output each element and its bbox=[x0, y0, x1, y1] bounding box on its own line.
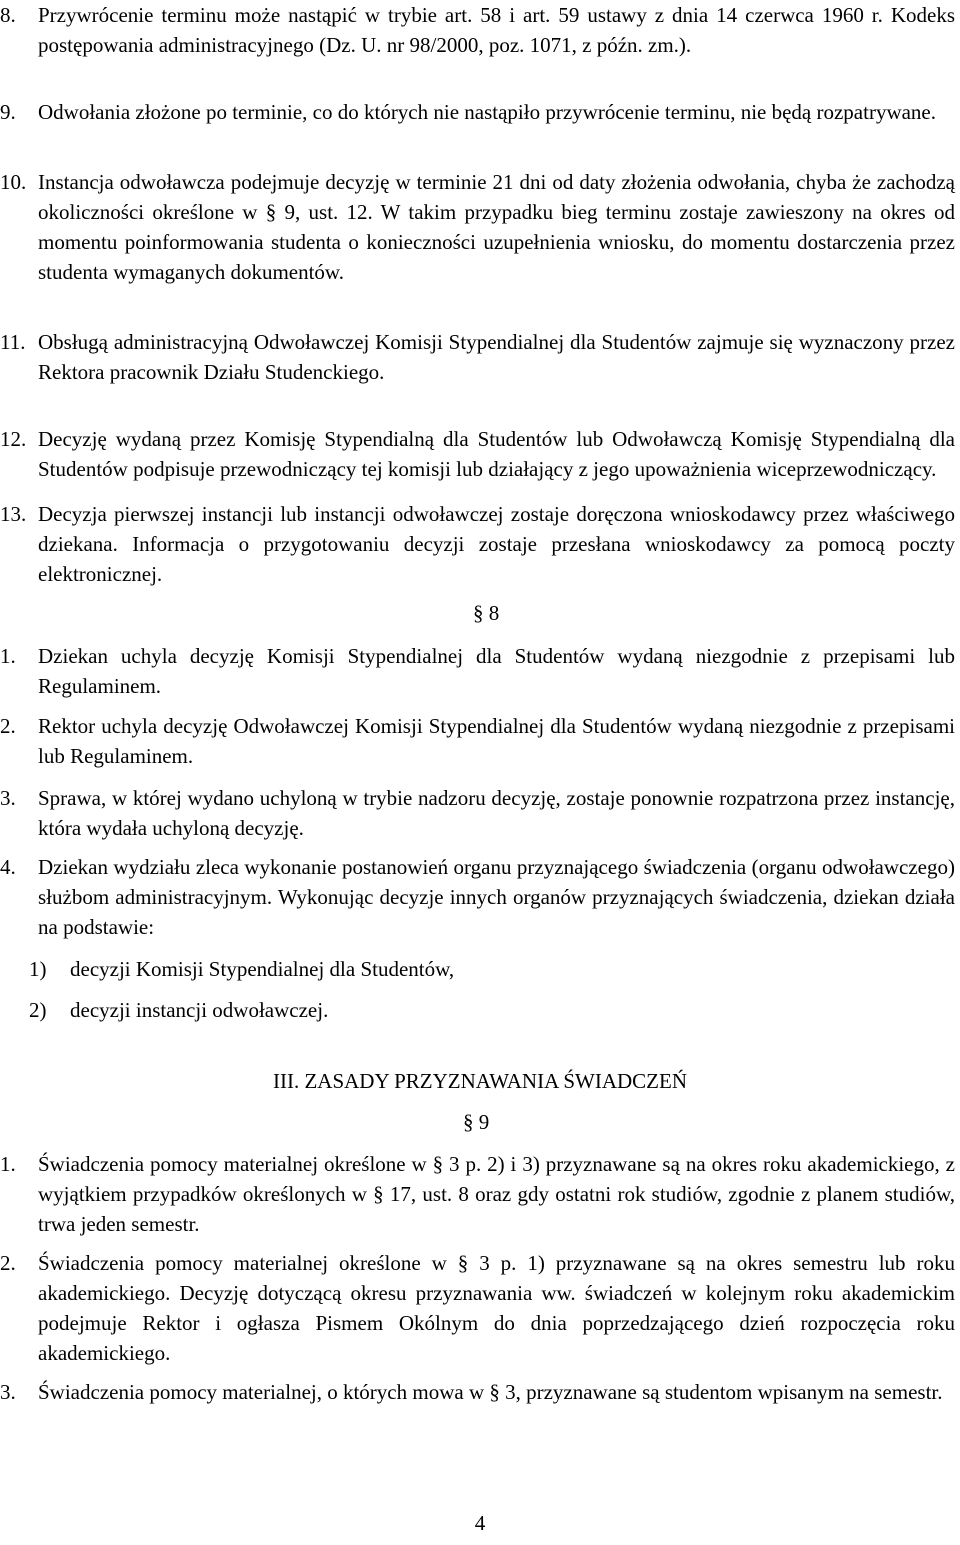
item-text: Dziekan wydziału zleca wykonanie postanowień organu przyznającego świadczenia (organu odwoławczego) służbom administracyjnym. Wykonując decyzje innych organów przyznających świadczenia, dziekan działa na podstawie: bbox=[38, 855, 955, 939]
list-item bbox=[0, 167, 955, 287]
item-text: Sprawa, w której wydano uchyloną w trybie nadzoru decyzję, zostaje ponownie rozpatrzona przez instancję, która wydała uchyloną decyzję. bbox=[38, 786, 955, 840]
item-number: 8. bbox=[0, 3, 16, 27]
list-item bbox=[0, 783, 955, 843]
item-number: 12. bbox=[0, 427, 27, 451]
list-item bbox=[0, 1149, 955, 1239]
sub-item-number: 1) bbox=[29, 957, 47, 981]
item-number: 2. bbox=[0, 714, 16, 738]
list-item bbox=[0, 852, 955, 942]
item-text: Przywrócenie terminu może nastąpić w trybie art. 58 i art. 59 ustawy z dnia 14 czerwca 1960 r. Kodeks postępowania administracyjnego (Dz. U. nr 98/2000, poz. 1071, z późn. zm.). bbox=[38, 3, 955, 57]
item-text: Instancja odwoławcza podejmuje decyzję w terminie 21 dni od daty złożenia odwołania, chyba że zachodzą okoliczności określone w § 9, ust. 12. W takim przypadku bieg terminu zostaje zawieszony na okres od momentu poinformowania studenta o konieczności uzupełnienia wniosku, do momentu dostarczenia przez studenta wymaganych dokumentów. bbox=[38, 170, 955, 284]
list-item bbox=[0, 1377, 955, 1407]
list-item bbox=[0, 1248, 955, 1368]
sub-item-text: decyzji instancji odwoławczej. bbox=[70, 998, 329, 1022]
item-number: 3. bbox=[0, 786, 16, 810]
item-text: Decyzja pierwszej instancji lub instancji odwoławczej zostaje doręczona wnioskodawcy przez właściwego dziekana. Informacja o przygotowaniu decyzji zostaje przesłana wnioskodawcy za pomocą poczty elektronicznej. bbox=[38, 502, 955, 586]
section-title: III. ZASADY PRZYZNAWANIA ŚWIADCZEŃ bbox=[272, 1069, 687, 1093]
list-item bbox=[0, 641, 955, 701]
item-number: 9. bbox=[0, 100, 16, 124]
item-text: Decyzję wydaną przez Komisję Stypendialną dla Studentów lub Odwoławczą Komisję Stypendialną dla Studentów podpisuje przewodniczący tej komisji lub działający z jego upoważnienia wiceprzewodniczący. bbox=[38, 427, 955, 481]
item-text: Obsługą administracyjną Odwoławczej Komisji Stypendialnej dla Studentów zajmuje się wyznaczony przez Rektora pracownik Działu Studenckiego. bbox=[38, 330, 955, 384]
item-text: Dziekan uchyla decyzję Komisji Stypendialnej dla Studentów wydaną niezgodnie z przepisami lub Regulaminem. bbox=[38, 644, 955, 698]
list-item bbox=[0, 97, 955, 127]
paragraph-heading: § 8 bbox=[473, 601, 500, 625]
item-number: 10. bbox=[0, 170, 27, 194]
sub-item-text: decyzji Komisji Stypendialnej dla Studentów, bbox=[70, 957, 455, 981]
item-number: 1. bbox=[0, 644, 16, 668]
item-number: 2. bbox=[0, 1251, 16, 1275]
item-number: 4. bbox=[0, 855, 16, 879]
item-number: 3. bbox=[0, 1380, 16, 1404]
item-number: 1. bbox=[0, 1152, 16, 1176]
list-item bbox=[0, 327, 955, 387]
item-text: Odwołania złożone po terminie, co do których nie nastąpiło przywrócenie terminu, nie będą rozpatrywane. bbox=[38, 100, 937, 124]
item-number: 11. bbox=[0, 330, 26, 354]
page-number: 4 bbox=[474, 1511, 486, 1535]
list-item bbox=[0, 424, 955, 484]
sub-list-item bbox=[0, 995, 955, 1025]
item-text: Świadczenia pomocy materialnej, o których mowa w § 3, przyznawane są studentom wpisanym na semestr. bbox=[38, 1380, 943, 1404]
item-number: 13. bbox=[0, 502, 27, 526]
item-text: Rektor uchyla decyzję Odwoławczej Komisji Stypendialnej dla Studentów wydaną niezgodnie z przepisami lub Regulaminem. bbox=[38, 714, 955, 768]
list-item bbox=[0, 0, 955, 60]
item-text: Świadczenia pomocy materialnej określone w § 3 p. 2) i 3) przyznawane są na okres roku akademickiego, z wyjątkiem przypadków określonych w § 17, ust. 8 oraz gdy ostatni rok studiów, zgodnie z planem studiów, trwa jeden semestr. bbox=[38, 1152, 955, 1236]
sub-item-number: 2) bbox=[29, 998, 47, 1022]
item-text: Świadczenia pomocy materialnej określone w § 3 p. 1) przyznawane są na okres semestru lub roku akademickiego. Decyzję dotyczącą okresu przyznawania ww. świadczeń w kolejnym roku akademickim podejmuje Rektor i ogłasza Pismem Okólnym do dnia poprzedzającego dzień rozpoczęcia roku akademickiego. bbox=[38, 1251, 955, 1365]
list-item bbox=[0, 499, 955, 589]
paragraph-heading: § 9 bbox=[463, 1110, 490, 1134]
list-item bbox=[0, 711, 955, 771]
sub-list-item bbox=[0, 954, 955, 984]
